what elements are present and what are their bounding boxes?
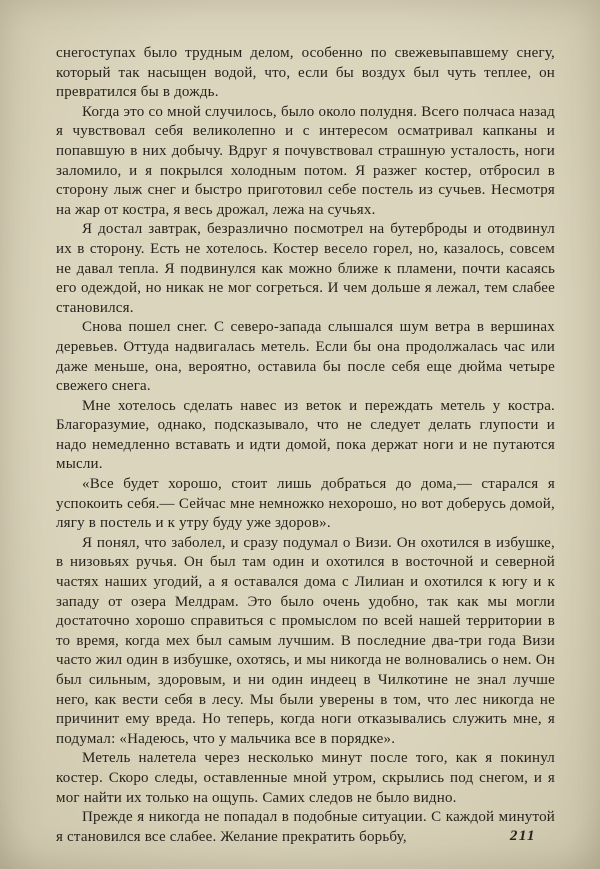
paragraph: Когда это со мной случилось, было около полудня. Всего полчаса назад я чувствовал себя великолепно и с интересом осматривал капканы и попавшую в них добычу. Вдруг я почувствовал страшную усталость, ноги заломило, и я покрылся холодным потом. Я разжег костер, отбросил в сторону лыж снег и быстро приготовил себе постель из сучьев. Несмотря на жар от костра, я весь дрожал, лежа на сучьях. <box>56 103 555 218</box>
paragraph: снегоступах было трудным делом, особенно по свежевыпавшему снегу, который так насыщен водой, что, если бы воздух был чуть теплее, он превратился бы в дождь. <box>56 45 555 101</box>
paragraph: Я достал завтрак, безразлично посмотрел на бутерброды и отодвинул их в сторону. Есть не хотелось. Костер весело горел, но, казалось, совсем не давал тепла. Я подвинулся как можно ближе к пламени, почти касаясь его одеждой, но никак не мог согреться. И чем дольше я лежал, тем слабее становился. <box>56 221 555 316</box>
paragraph: Мне хотелось сделать навес из веток и переждать метель у костра. Благоразумие, однако, подсказывало, что не следует делать глупости и надо немедленно вставать и идти домой, пока держат ноги и не путаются мысли. <box>56 397 555 473</box>
paragraph: Я понял, что заболел, и сразу подумал о Визи. Он охотился в избушке, в низовьях ручья. Он был там один и охотился в восточной и северной частях наших угодий, а я оставался дома с Лилиан и охотился к югу и к западу от озера Мелдрам. Это было очень удобно, так как мы могли достаточно хорошо справиться с промыслом по всей нашей территории в то время, когда мех был самым лучшим. В последние два-три года Визи часто жил один в избушке, охотясь, и мы никогда не волновались о нем. Он был сильным, здоровым, и ни один индеец в Чилкотине не знал лучше него, как вести себя в лесу. Мы были уверены в том, что лес никогда не причинит ему вреда. Но теперь, когда ноги отказывались служить мне, я подумал: «Надеюсь, что у мальчика все в порядке». <box>56 534 555 747</box>
paragraph: Метель налетела через несколько минут после того, как я покинул костер. Скоро следы, оставленные мной утром, скрылись под снегом, и я мог найти их только на ощупь. Самих следов не было видно. <box>56 750 555 806</box>
paragraph: Прежде я никогда не попадал в подобные ситуации. С каждой минутой я становился все слабее. Желание прекратить борьбу, <box>56 809 555 845</box>
text-block <box>56 44 555 847</box>
paragraph: «Все будет хорошо, стоит лишь добраться до дома,— старался я успокоить себя.— Сейчас мне немножко нехорошо, но вот доберусь домой, лягу в постель и к утру буду уже здоров». <box>56 476 555 532</box>
paragraph: Снова пошел снег. С северо-запада слышался шум ветра в вершинах деревьев. Оттуда надвигалась метель. Если бы она продолжалась час или даже меньше, она, вероятно, оставила бы после себя еще дюйма четыре свежего снега. <box>56 319 555 395</box>
page-number: 211 <box>509 828 536 844</box>
